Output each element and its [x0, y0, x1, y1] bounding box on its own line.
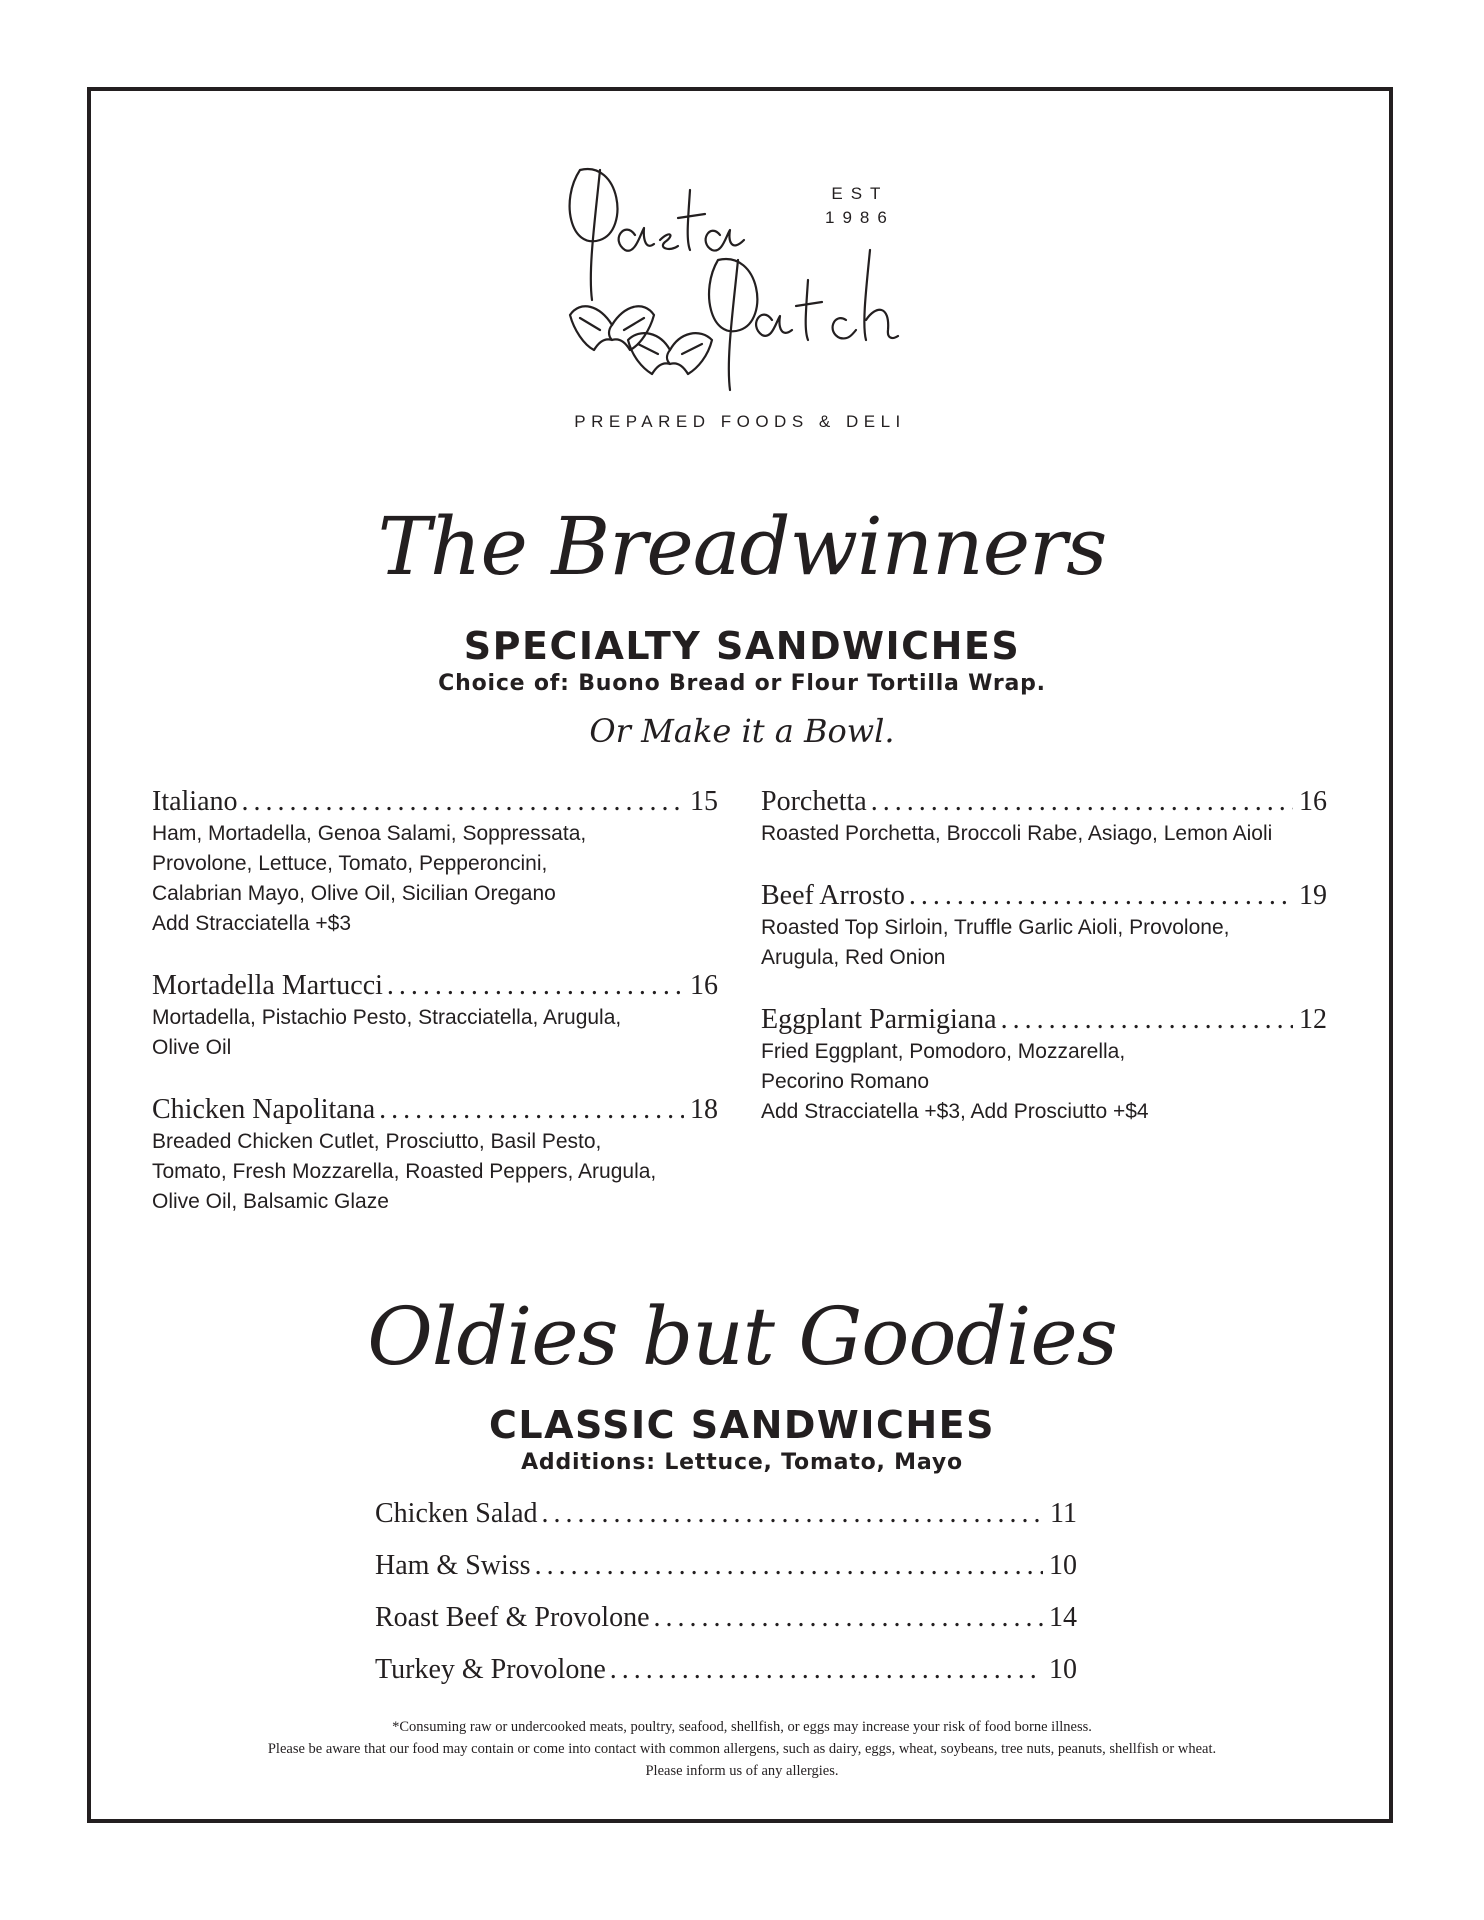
item-description — [152, 1127, 718, 1217]
item-name: Chicken Salad — [375, 1498, 538, 1529]
classic-item — [375, 1540, 1077, 1592]
item-price: 16 — [1299, 786, 1327, 817]
dot-leader — [242, 785, 684, 819]
specialty-subtitle: Choice of: Buono Bread or Flour Tortilla Wrap. — [438, 671, 1046, 696]
dot-leader — [610, 1644, 1043, 1696]
dot-leader — [542, 1488, 1045, 1540]
item-name: Turkey & Provolone — [375, 1654, 606, 1685]
classic-subtitle: Additions: Lettuce, Tomato, Mayo — [521, 1450, 963, 1475]
item-name: Eggplant Parmigiana — [761, 1004, 997, 1035]
description-line: Roasted Top Sirloin, Truffle Garlic Aioli, Provolone, — [761, 916, 1230, 939]
classic-title: CLASSIC SANDWICHES — [489, 1403, 995, 1447]
farfalle-pasta-icon — [540, 140, 960, 410]
classic-item — [375, 1644, 1077, 1696]
item-name: Roast Beef & Provolone — [375, 1602, 650, 1633]
item-name: Chicken Napolitana — [152, 1094, 376, 1125]
item-price: 11 — [1050, 1498, 1077, 1529]
classic-list — [375, 1488, 1077, 1696]
description-line: Breaded Chicken Cutlet, Prosciutto, Basil Pesto, — [152, 1130, 602, 1153]
dot-leader — [871, 785, 1293, 819]
brand-tagline: PREPARED FOODS & DELI — [574, 412, 906, 431]
dot-leader — [1001, 1003, 1293, 1037]
description-line: Mortadella, Pistachio Pesto, Stracciatella, Arugula, — [152, 1006, 622, 1029]
dot-leader — [387, 969, 684, 1003]
item-price: 18 — [690, 1094, 718, 1125]
footnote-line: *Consuming raw or undercooked meats, poultry, seafood, shellfish, or eggs may increase your risk of food borne illness. — [392, 1719, 1092, 1735]
item-name: Mortadella Martucci — [152, 970, 383, 1001]
menu-item — [761, 785, 1327, 849]
item-price: 12 — [1299, 1004, 1327, 1035]
description-line: Provolone, Lettuce, Tomato, Pepperoncini, — [152, 852, 548, 875]
description-line: Fried Eggplant, Pomodoro, Mozzarella, — [761, 1040, 1126, 1063]
menu-item — [761, 879, 1327, 973]
description-line: Add Stracciatella +$3 — [152, 912, 352, 935]
item-name: Beef Arrosto — [761, 880, 905, 911]
description-line: Ham, Mortadella, Genoa Salami, Soppressata, — [152, 822, 587, 845]
classic-item — [375, 1488, 1077, 1540]
menu-item — [152, 1093, 718, 1217]
item-price: 10 — [1049, 1654, 1077, 1685]
specialty-left-column — [152, 785, 718, 1247]
menu-item — [152, 785, 718, 939]
description-line: Add Stracciatella +$3, Add Prosciutto +$4 — [761, 1100, 1149, 1123]
classic-script-title: Oldies but Goodies — [367, 1290, 1117, 1383]
dot-leader — [909, 879, 1293, 913]
menu-item — [761, 1003, 1327, 1127]
est-badge — [825, 182, 895, 230]
item-price: 14 — [1049, 1602, 1077, 1633]
item-name: Porchetta — [761, 786, 867, 817]
item-name: Ham & Swiss — [375, 1550, 531, 1581]
description-line: Pecorino Romano — [761, 1070, 930, 1093]
item-description — [761, 819, 1327, 849]
pasta-patch-logo — [540, 140, 960, 440]
footnote-line: Please be aware that our food may contain or come into contact with common allergens, such as dairy, eggs, wheat, soybeans, tree nuts, peanuts, shellfish or wheat. — [267, 1741, 1217, 1757]
menu-item — [152, 969, 718, 1063]
item-price: 19 — [1299, 880, 1327, 911]
description-line: Tomato, Fresh Mozzarella, Roasted Peppers, Arugula, — [152, 1160, 657, 1183]
est-label: EST — [831, 184, 889, 203]
item-price: 10 — [1049, 1550, 1077, 1581]
specialty-title: SPECIALTY SANDWICHES — [463, 624, 1021, 668]
description-line: Roasted Porchetta, Broccoli Rabe, Asiago, Lemon Aioli — [761, 822, 1273, 845]
specialty-right-column — [761, 785, 1327, 1157]
dot-leader — [379, 1093, 684, 1127]
description-line: Calabrian Mayo, Olive Oil, Sicilian Oregano — [152, 882, 556, 905]
bowl-note: Or Make it a Bowl. — [589, 712, 895, 750]
est-year: 1986 — [825, 208, 895, 227]
item-description — [761, 913, 1327, 973]
item-description — [152, 1003, 718, 1063]
allergen-footnote — [0, 1716, 1484, 1782]
classic-item — [375, 1592, 1077, 1644]
footnote-line: Please inform us of any allergies. — [645, 1763, 839, 1779]
item-price: 15 — [690, 786, 718, 817]
item-price: 16 — [690, 970, 718, 1001]
dot-leader — [535, 1540, 1043, 1592]
item-description — [761, 1037, 1327, 1127]
specialty-script-title: The Breadwinners — [377, 500, 1107, 593]
dot-leader — [654, 1592, 1043, 1644]
item-name: Italiano — [152, 786, 238, 817]
description-line: Olive Oil, Balsamic Glaze — [152, 1190, 389, 1213]
description-line: Arugula, Red Onion — [761, 946, 946, 969]
item-description — [152, 819, 718, 939]
description-line: Olive Oil — [152, 1036, 232, 1059]
